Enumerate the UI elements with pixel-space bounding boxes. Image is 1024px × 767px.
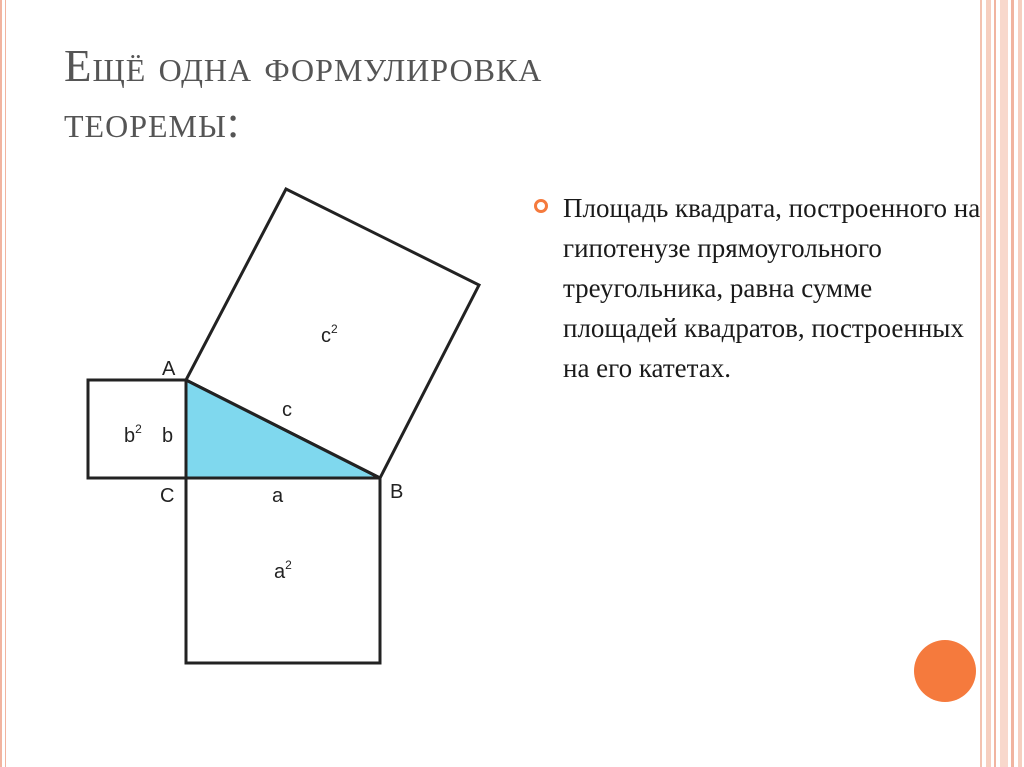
side-c-label: c [282,399,292,421]
bullet-text: Площадь квадрата, построенного на гипотенузе прямоугольного треугольника, равна сумме площадей квадратов, построенных на его катетах. [563,193,981,383]
decorative-orange-circle [914,640,976,702]
area-a-squared-label [274,558,292,583]
area-a-base: a [274,561,286,583]
area-b-exponent: 2 [135,422,142,436]
area-b-base: b [124,425,136,447]
side-b-label: b [162,425,174,447]
area-b-squared-label [124,422,142,447]
area-c-exponent: 2 [331,322,338,336]
vertex-c-label: C [160,485,175,507]
vertex-a-label: A [162,358,176,380]
title-line-2: теоремы: [64,97,241,147]
title-line-1: Ещё одна формулировка [64,41,543,91]
area-a-exponent: 2 [285,558,292,572]
area-c-base: c [321,325,331,347]
vertex-b-label: B [390,481,404,503]
area-c-squared-label [321,322,338,347]
side-a-label: a [272,485,284,507]
